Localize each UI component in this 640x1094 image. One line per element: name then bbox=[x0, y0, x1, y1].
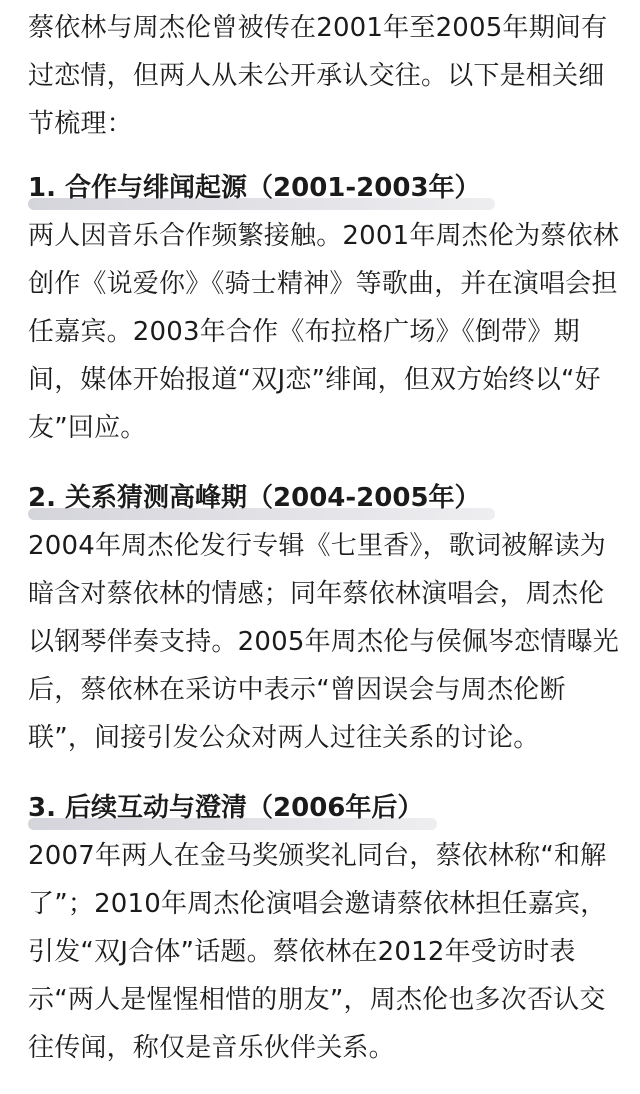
section-body: 2007年两人在金马奖颁奖礼同台，蔡依林称“和解了”；2010年周杰伦演唱会邀请蔡依林担任嘉宾，引发“双J合体”话题。蔡依林在2012年受访时表示“两人是惺惺相惜的朋友”，周杰伦也多次否认交往传闻，称仅是音乐伙伴关系。 bbox=[28, 841, 607, 1063]
section-heading: 3. 后续互动与澄清（2006年后） bbox=[28, 784, 437, 832]
section-body: 2004年周杰伦发行专辑《七里香》，歌词被解读为暗含对蔡依林的情感；同年蔡依林演唱会，周杰伦以钢琴伴奏支持。2005年周杰伦与侯佩岑恋情曝光后，蔡依林在采访中表示“曾因误会与周杰伦断联”，间接引发公众对两人过往关系的讨论。 bbox=[28, 531, 619, 753]
section-3 bbox=[28, 784, 620, 1072]
article bbox=[28, 4, 620, 1094]
intro-paragraph: 蔡依林与周杰伦曾被传在2001年至2005年期间有过恋情，但两人从未公开承认交往。以下是相关细节梳理： bbox=[28, 13, 608, 139]
section-body: 两人因音乐合作频繁接触。2001年周杰伦为蔡依林创作《说爱你》《骑士精神》等歌曲，并在演唱会担任嘉宾。2003年合作《布拉格广场》《倒带》期间，媒体开始报道“双J恋”绯闻，但双方始终以“好友”回应。 bbox=[28, 221, 619, 443]
section-heading: 1. 合作与绯闻起源（2001-2003年） bbox=[28, 164, 495, 212]
section-2 bbox=[28, 474, 620, 762]
section-1 bbox=[28, 164, 620, 452]
section-heading: 2. 关系猜测高峰期（2004-2005年） bbox=[28, 474, 495, 522]
